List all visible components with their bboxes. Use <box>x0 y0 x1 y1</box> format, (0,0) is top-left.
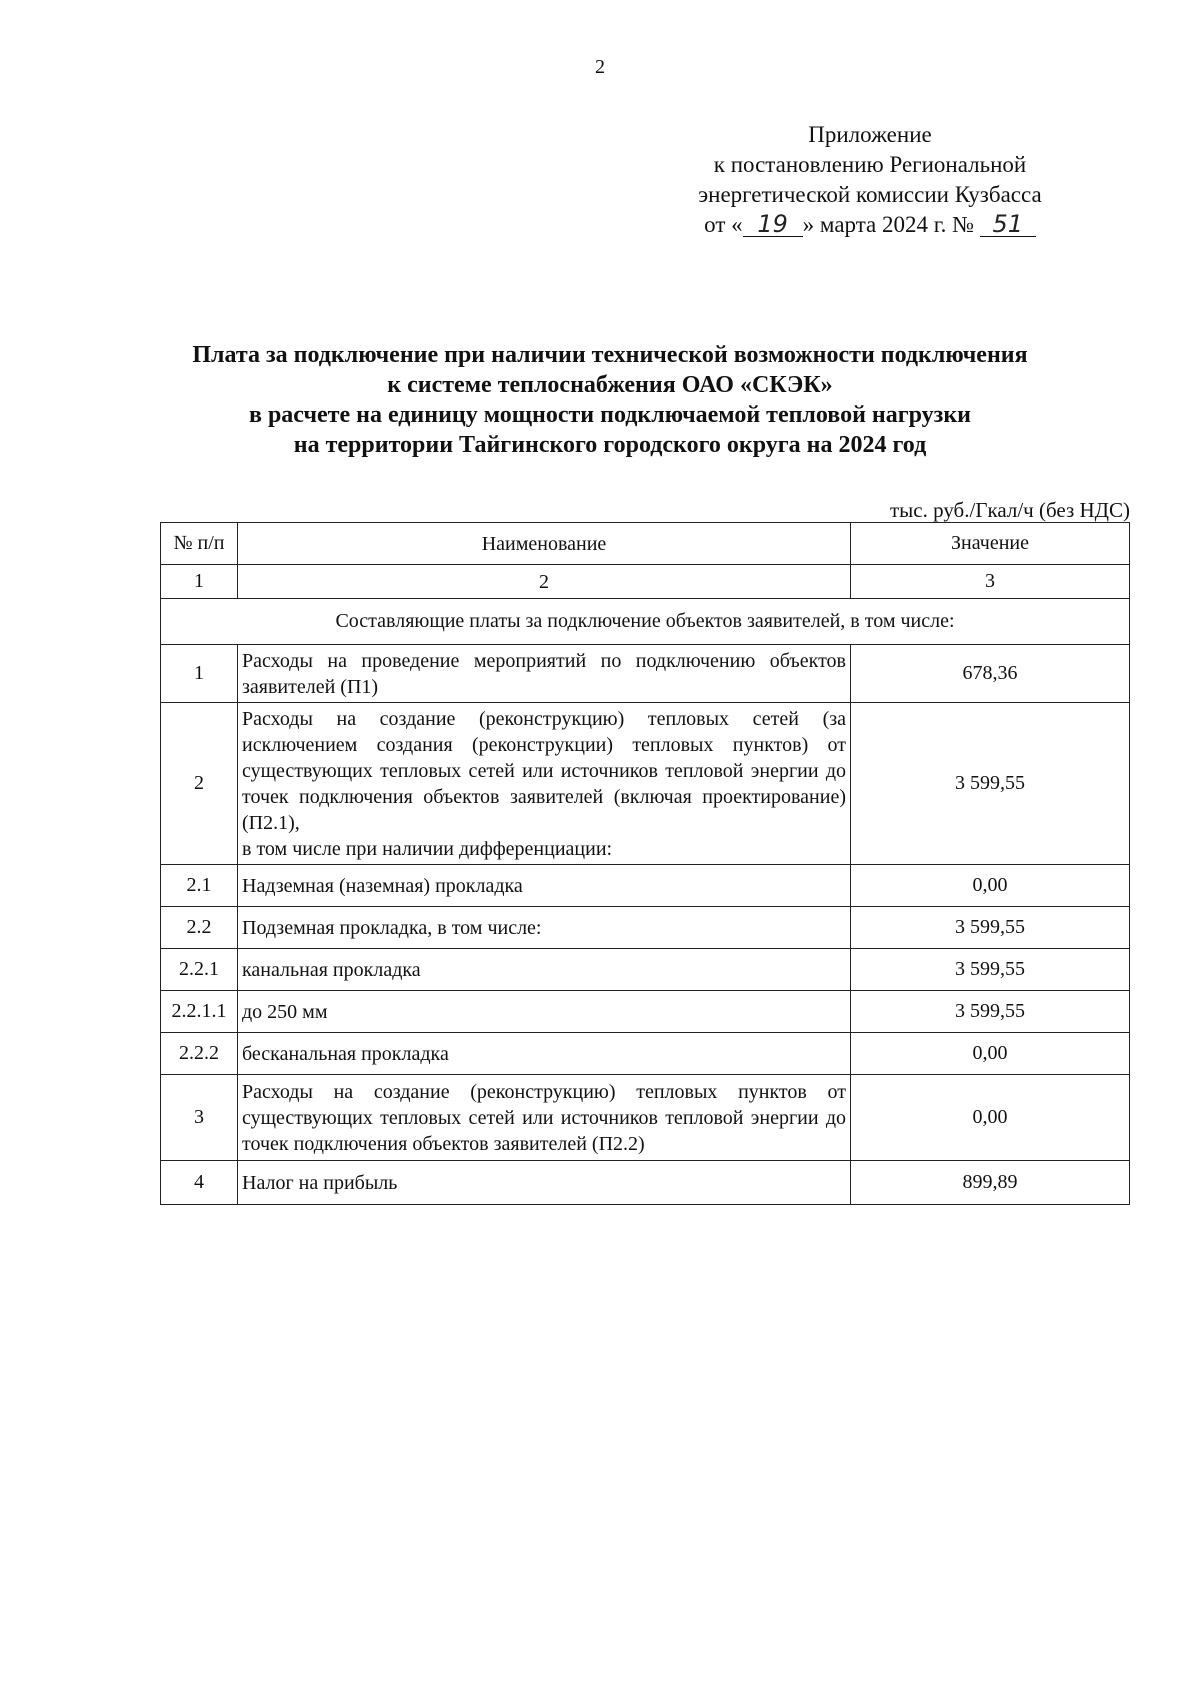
tariff-table <box>160 522 1130 1205</box>
units-label: тыс. руб./Гкал/ч (без НДС) <box>890 498 1130 522</box>
appendix-line-2: к постановлению Региональной <box>713 152 1027 177</box>
table-row <box>161 907 1130 949</box>
appendix-line-1: Приложение <box>808 122 932 147</box>
row-name-tail: в том числе при наличии дифференциации: <box>242 837 613 860</box>
row-name: бесканальная прокладка <box>238 1033 851 1075</box>
appendix-date-line <box>640 210 1100 240</box>
table-row <box>161 865 1130 907</box>
row-name: канальная прокладка <box>238 949 851 991</box>
row-num: 2 <box>161 703 238 865</box>
row-name: Налог на прибыль <box>238 1161 851 1205</box>
row-value: 899,89 <box>851 1161 1130 1205</box>
row-name: Расходы на создание (реконструкцию) тепловых пунктов от существующих тепловых сетей или источников тепловой энергии до точек подключения объектов заявителей (П2.2) <box>238 1075 851 1161</box>
appendix-block <box>640 120 1100 240</box>
row-value: 0,00 <box>851 1033 1130 1075</box>
table-row <box>161 645 1130 703</box>
row-value: 0,00 <box>851 1075 1130 1161</box>
col-number-2: 2 <box>238 565 851 599</box>
document-title <box>90 340 1130 460</box>
title-line-1: Плата за подключение при наличии технической возможности подключения <box>192 342 1028 368</box>
title-line-4: на территории Тайгинского городского округа на 2024 год <box>293 432 927 458</box>
row-num: 2.2.1 <box>161 949 238 991</box>
row-num: 2.2 <box>161 907 238 949</box>
table-row <box>161 949 1130 991</box>
title-line-3: в расчете на единицу мощности подключаемой тепловой нагрузки <box>249 402 971 428</box>
section-row <box>161 599 1130 645</box>
handwritten-day: 19 <box>743 212 803 237</box>
row-name: Расходы на проведение мероприятий по подключению объектов заявителей (П1) <box>238 645 851 703</box>
row-name: до 250 мм <box>238 991 851 1033</box>
row-value: 3 599,55 <box>851 949 1130 991</box>
row-value: 3 599,55 <box>851 991 1130 1033</box>
row-num: 2.1 <box>161 865 238 907</box>
table-row <box>161 1075 1130 1161</box>
row-num: 2.2.2 <box>161 1033 238 1075</box>
header-row <box>161 523 1130 565</box>
col-number-1: 1 <box>161 565 238 599</box>
row-num: 2.2.1.1 <box>161 991 238 1033</box>
table-row <box>161 991 1130 1033</box>
handwritten-number: 51 <box>980 212 1036 237</box>
column-numbers-row <box>161 565 1130 599</box>
table-row <box>161 703 1130 865</box>
col-number-3: 3 <box>851 565 1130 599</box>
section-title: Составляющие платы за подключение объектов заявителей, в том числе: <box>161 599 1130 645</box>
row-name-cell <box>238 703 851 865</box>
header-name: Наименование <box>238 523 851 565</box>
title-line-2: к системе теплоснабжения ОАО «СКЭК» <box>387 372 833 398</box>
date-mid: » марта 2024 г. № <box>802 212 975 237</box>
table-row <box>161 1033 1130 1075</box>
row-name: Подземная прокладка, в том числе: <box>238 907 851 949</box>
row-num: 1 <box>161 645 238 703</box>
date-prefix: от « <box>704 212 743 237</box>
row-num: 3 <box>161 1075 238 1161</box>
header-num: № п/п <box>161 523 238 565</box>
row-num: 4 <box>161 1161 238 1205</box>
row-name: Расходы на создание (реконструкцию) тепловых сетей (за исключением создания (реконструкции) тепловых пунктов) от существующих тепловых сетей или источников тепловой энергии до точек подключения объектов заявителей (включая проектирование) (П2.1), <box>242 707 846 834</box>
table-row <box>161 1161 1130 1205</box>
row-value: 3 599,55 <box>851 703 1130 865</box>
row-value: 3 599,55 <box>851 907 1130 949</box>
header-value: Значение <box>851 523 1130 565</box>
page-number: 2 <box>595 56 605 78</box>
row-name: Надземная (наземная) прокладка <box>238 865 851 907</box>
appendix-line-3: энергетической комиссии Кузбасса <box>698 182 1042 207</box>
row-value: 0,00 <box>851 865 1130 907</box>
row-value: 678,36 <box>851 645 1130 703</box>
